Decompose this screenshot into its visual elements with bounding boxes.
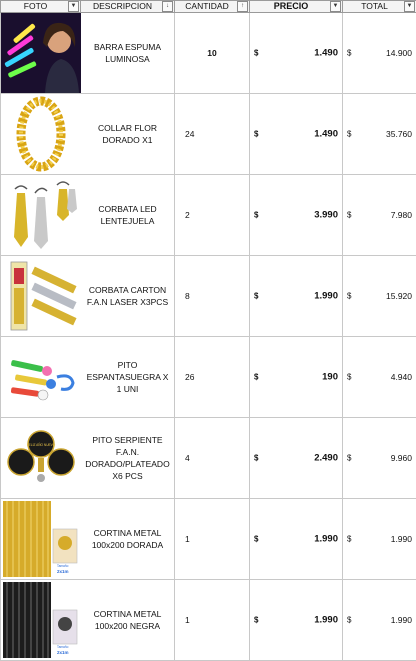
currency-symbol: $ — [254, 616, 258, 625]
total-cell[interactable] — [343, 499, 416, 580]
currency-symbol: $ — [254, 211, 258, 220]
description-cell[interactable]: CORTINA METAL 100x200 NEGRA — [81, 580, 175, 661]
col-header-total[interactable]: TOTAL ▼ — [343, 1, 416, 13]
serpent-whistle-photo — [1, 418, 81, 498]
gold-flower-necklace-photo — [1, 94, 81, 174]
price-value: 1.990 — [314, 615, 338, 626]
description-cell[interactable]: PITO SERPIENTE F.A.N. DORADO/PLATEADO X6 PCS — [81, 418, 175, 499]
photo-cell[interactable] — [1, 418, 81, 499]
col-header-cantidad[interactable]: CANTIDAD ↑ — [175, 1, 250, 13]
table-row[interactable] — [1, 256, 416, 337]
price-cell[interactable] — [250, 499, 343, 580]
total-cell[interactable] — [343, 256, 416, 337]
price-cell[interactable] — [250, 175, 343, 256]
feliz-ano-nuevo-label: FELIZ AÑO NUEVO — [27, 442, 56, 447]
currency-symbol: $ — [254, 535, 258, 544]
table-row[interactable] — [1, 13, 416, 94]
price-value: 1.990 — [314, 534, 338, 545]
currency-symbol: $ — [254, 454, 258, 463]
total-value: 35.760 — [386, 129, 412, 139]
size-label: Tamaño — [57, 564, 69, 568]
sequin-tie-photo — [1, 175, 81, 255]
price-value: 3.990 — [314, 210, 338, 221]
currency-symbol: $ — [254, 292, 258, 301]
quantity-cell[interactable]: 24 — [175, 94, 250, 175]
total-value: 14.900 — [386, 48, 412, 58]
currency-symbol: $ — [347, 211, 351, 220]
description-cell[interactable]: BARRA ESPUMA LUMINOSA — [81, 13, 175, 94]
filter-dropdown-icon[interactable]: ▼ — [404, 1, 415, 12]
total-value: 9.960 — [391, 453, 412, 463]
price-cell[interactable] — [250, 580, 343, 661]
foam-light-stick-photo — [1, 13, 81, 93]
quantity-cell[interactable]: 10 — [175, 13, 250, 94]
size-label: Tamaño — [57, 645, 69, 649]
total-cell[interactable] — [343, 94, 416, 175]
photo-cell[interactable] — [1, 94, 81, 175]
table-row[interactable] — [1, 94, 416, 175]
photo-cell[interactable] — [1, 337, 81, 418]
price-cell[interactable] — [250, 13, 343, 94]
total-value: 1.990 — [391, 534, 412, 544]
currency-symbol: $ — [347, 373, 351, 382]
total-value: 4.940 — [391, 372, 412, 382]
description-cell[interactable]: COLLAR FLOR DORADO X1 — [81, 94, 175, 175]
table-row[interactable] — [1, 580, 416, 661]
description-cell[interactable]: CORBATA CARTON F.A.N LASER X3PCS — [81, 256, 175, 337]
description-cell[interactable]: CORBATA LED LENTEJUELA — [81, 175, 175, 256]
price-value: 1.490 — [314, 129, 338, 140]
quantity-cell[interactable]: 1 — [175, 580, 250, 661]
currency-symbol: $ — [347, 49, 351, 58]
total-value: 15.920 — [386, 291, 412, 301]
quantity-cell[interactable]: 2 — [175, 175, 250, 256]
description-cell[interactable]: PITO ESPANTASUEGRA X 1 UNI — [81, 337, 175, 418]
total-cell[interactable] — [343, 337, 416, 418]
currency-symbol: $ — [347, 535, 351, 544]
filter-dropdown-icon[interactable]: ▼ — [68, 1, 79, 12]
col-header-precio[interactable]: PRECIO ▼ — [250, 1, 343, 13]
table-row[interactable] — [1, 499, 416, 580]
quantity-cell[interactable]: 26 — [175, 337, 250, 418]
price-value: 2.490 — [314, 453, 338, 464]
size-value: 2x1m — [57, 569, 69, 574]
table-row[interactable] — [1, 175, 416, 256]
sort-ascending-icon[interactable]: ↓ — [162, 1, 173, 12]
currency-symbol: $ — [254, 130, 258, 139]
col-header-foto[interactable]: FOTO ▼ — [1, 1, 81, 13]
col-header-descripcion[interactable]: DESCRIPCION ↓ — [81, 1, 175, 13]
cardboard-tie-photo — [1, 256, 81, 336]
price-cell[interactable] — [250, 94, 343, 175]
price-cell[interactable] — [250, 337, 343, 418]
total-cell[interactable] — [343, 418, 416, 499]
price-value: 1.490 — [314, 48, 338, 59]
total-cell[interactable] — [343, 175, 416, 256]
price-value: 190 — [322, 372, 338, 383]
gold-metal-curtain-photo — [1, 499, 81, 579]
header-row — [1, 1, 416, 13]
table-row[interactable] — [1, 418, 416, 499]
currency-symbol: $ — [254, 373, 258, 382]
photo-cell[interactable] — [1, 499, 81, 580]
price-cell[interactable] — [250, 256, 343, 337]
size-value: 2x1m — [57, 650, 69, 655]
total-cell[interactable] — [343, 580, 416, 661]
photo-cell[interactable] — [1, 256, 81, 337]
quantity-cell[interactable]: 8 — [175, 256, 250, 337]
description-cell[interactable]: CORTINA METAL 100x200 DORADA — [81, 499, 175, 580]
quantity-cell[interactable]: 1 — [175, 499, 250, 580]
photo-cell[interactable] — [1, 175, 81, 256]
currency-symbol: $ — [347, 292, 351, 301]
currency-symbol: $ — [347, 130, 351, 139]
currency-symbol: $ — [347, 454, 351, 463]
table-row[interactable] — [1, 337, 416, 418]
party-blower-photo — [1, 337, 81, 417]
sort-descending-icon[interactable]: ↑ — [237, 1, 248, 12]
total-value: 1.990 — [391, 615, 412, 625]
photo-cell[interactable] — [1, 580, 81, 661]
price-value: 1.990 — [314, 291, 338, 302]
currency-symbol: $ — [347, 616, 351, 625]
total-value: 7.980 — [391, 210, 412, 220]
price-cell[interactable] — [250, 418, 343, 499]
total-cell[interactable] — [343, 13, 416, 94]
filter-dropdown-icon[interactable]: ▼ — [330, 1, 341, 12]
currency-symbol: $ — [254, 49, 258, 58]
black-metal-curtain-photo — [1, 580, 81, 660]
photo-cell[interactable] — [1, 13, 81, 94]
quantity-cell[interactable]: 4 — [175, 418, 250, 499]
